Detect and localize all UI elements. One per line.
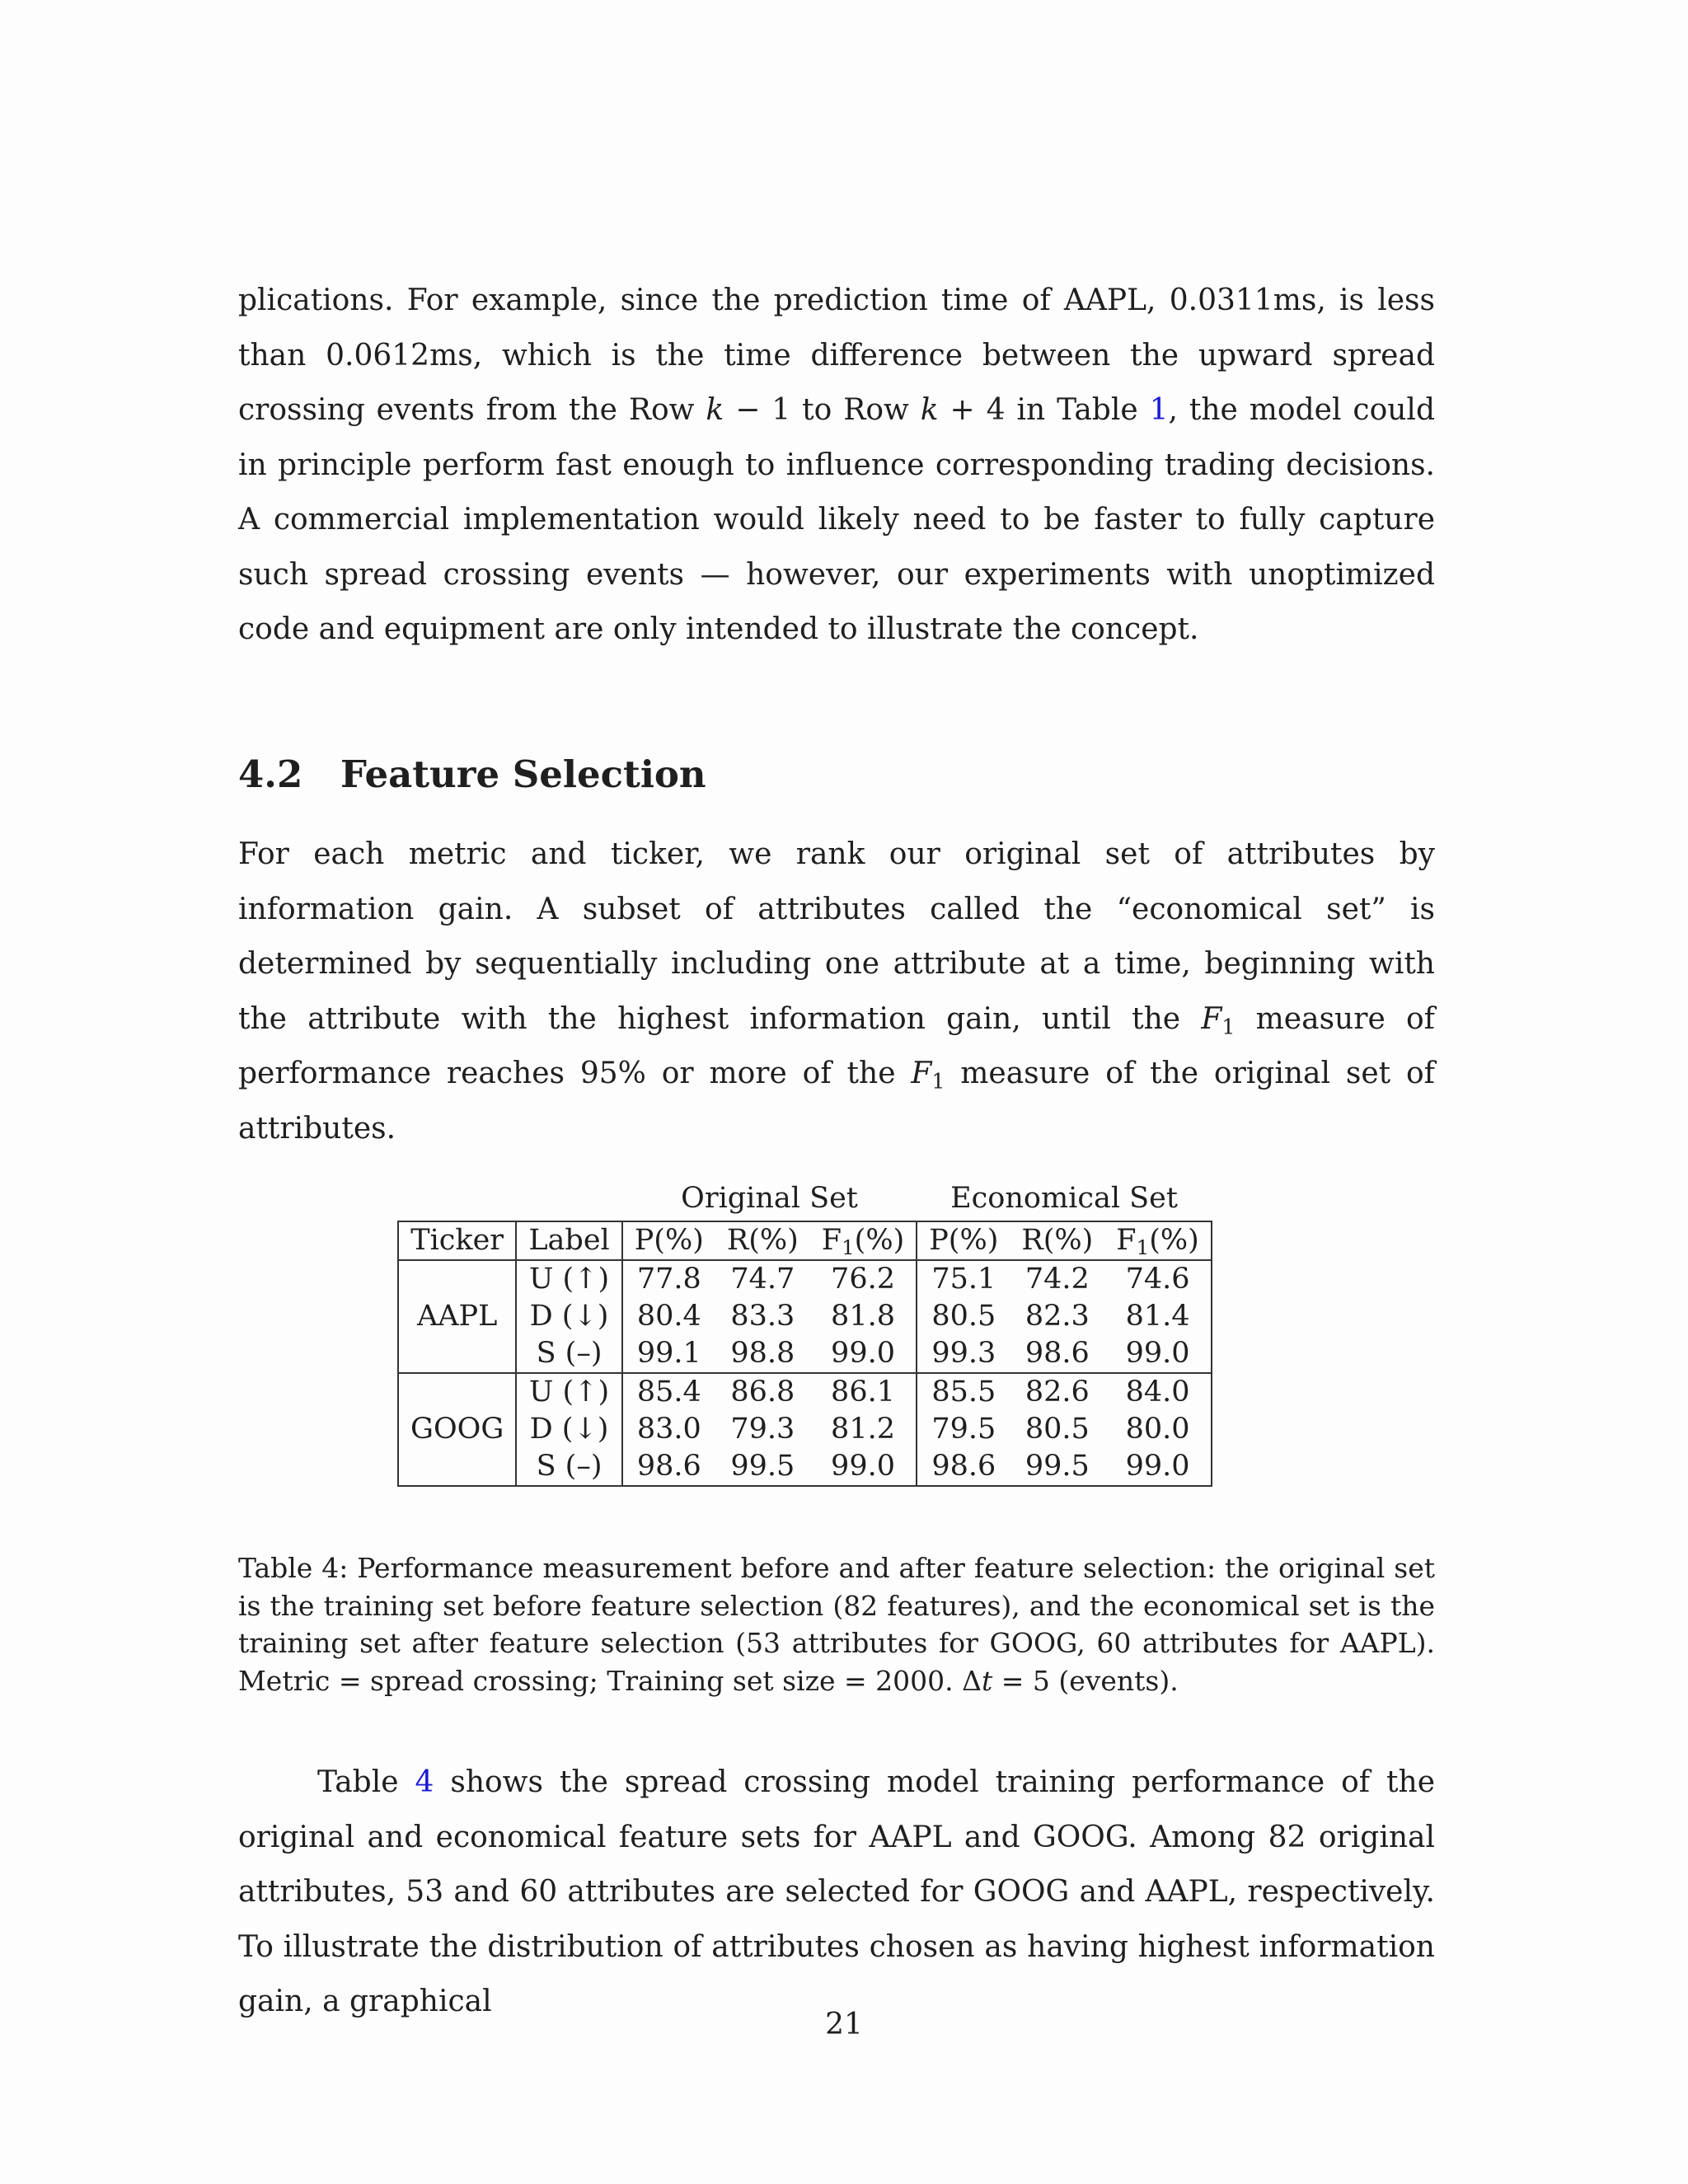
value-cell: 80.5 xyxy=(1025,1413,1090,1446)
value-cell: 99.0 xyxy=(1104,1335,1211,1373)
table-row xyxy=(398,1260,1212,1298)
col-econ-f1: $F_1(\%)$ xyxy=(1104,1221,1211,1260)
value-cell: 99.1 xyxy=(636,1337,701,1370)
col-ticker: Ticker xyxy=(398,1221,516,1260)
col-orig-r: R(%) xyxy=(715,1221,810,1260)
value-cell: 99.3 xyxy=(931,1337,996,1370)
page-number: 21 xyxy=(825,2008,863,2041)
table-4-link[interactable]: 4 xyxy=(415,1765,434,1799)
label-cell: U (↑) xyxy=(516,1260,621,1298)
table-row xyxy=(398,1411,1212,1448)
value-cell: 82.6 xyxy=(1010,1373,1104,1411)
value-cell: 76.2 xyxy=(810,1260,917,1298)
ticker-cell: AAPL xyxy=(398,1260,516,1373)
table-1-link[interactable]: 1 xyxy=(1149,393,1169,427)
caption-label: Table 4: xyxy=(238,1552,349,1584)
value-cell: 85.4 xyxy=(622,1373,715,1411)
table-group-header xyxy=(398,1180,1212,1221)
group-original-set: Original Set xyxy=(681,1182,858,1215)
paragraph-table-discussion: Table 4 shows the spread crossing model training performance of the original and economical feature sets for AAPL and GOOG. Among 82 original attributes, 53 and 60 attributes are selected for GOOG and AAPL, respectively. To illustrate the distribution of attributes chosen as having highest information gain, a graphical xyxy=(238,1765,1435,2018)
col-label: Label xyxy=(516,1221,621,1260)
value-cell: 98.6 xyxy=(622,1448,715,1486)
col-econ-r: R(%) xyxy=(1010,1221,1104,1260)
value-cell: 81.8 xyxy=(810,1298,917,1335)
paragraph-feature-selection: For each metric and ticker, we rank our original set of attributes by information gain. A subset of attributes called the “economical set” is determined by sequentially including one attribute at a time, beginning with the attribute with the highest information gain, until the $F_1$ measure of performance reaches 95% or more of the $F_1$ measure of the original set of attributes. xyxy=(238,837,1436,1146)
col-orig-p: P(%) xyxy=(622,1221,715,1260)
section-title: Feature Selection xyxy=(340,752,706,796)
value-cell: 98.8 xyxy=(730,1337,795,1370)
value-cell: 82.3 xyxy=(1025,1300,1090,1333)
value-cell: 86.8 xyxy=(715,1373,810,1411)
section-heading xyxy=(238,748,706,801)
value-cell: 85.5 xyxy=(917,1373,1010,1411)
label-cell: D (↓) xyxy=(516,1298,621,1335)
value-cell: 80.4 xyxy=(636,1300,701,1333)
label-cell: U (↑) xyxy=(516,1373,621,1411)
value-cell: 74.7 xyxy=(730,1263,795,1296)
value-cell: 74.6 xyxy=(1104,1260,1211,1298)
ticker-cell: GOOG xyxy=(398,1373,516,1486)
value-cell: 99.5 xyxy=(1010,1448,1104,1486)
label-cell: D (↓) xyxy=(516,1411,621,1448)
value-cell: 74.2 xyxy=(1025,1263,1090,1296)
value-cell: 81.2 xyxy=(810,1411,917,1448)
value-cell: 99.0 xyxy=(810,1335,917,1373)
table-column-header xyxy=(398,1221,1212,1260)
label-cell: S (–) xyxy=(516,1335,621,1373)
table-row xyxy=(398,1298,1212,1335)
value-cell: 79.5 xyxy=(931,1413,996,1446)
value-cell: 99.0 xyxy=(810,1448,917,1486)
value-cell: 98.6 xyxy=(917,1448,1010,1486)
group-economical-set: Economical Set xyxy=(950,1182,1178,1215)
table-row xyxy=(398,1373,1212,1411)
value-cell: 77.8 xyxy=(636,1263,701,1296)
section-number: 4.2 xyxy=(238,752,303,796)
value-cell: 83.0 xyxy=(636,1413,701,1446)
table-row xyxy=(398,1448,1212,1486)
label-cell: S (–) xyxy=(516,1448,621,1486)
col-econ-p: P(%) xyxy=(917,1221,1010,1260)
table-caption: Table 4: Performance measurement before and after feature selection: the original set is the training set before feature selection (82 features), and the economical set is the training set after feature selection (53 attributes for GOOG, 60 attributes for AAPL). Metric = spread crossing; Training set size = 2000. Δt = 5 (events). xyxy=(238,1552,1436,1697)
table-row xyxy=(398,1335,1212,1373)
value-cell: 99.5 xyxy=(715,1448,810,1486)
value-cell: 84.0 xyxy=(1104,1373,1211,1411)
value-cell: 98.6 xyxy=(1025,1337,1090,1370)
value-cell: 99.0 xyxy=(1104,1448,1211,1486)
results-table xyxy=(397,1180,1212,1487)
col-orig-f1: $F_1(\%)$ xyxy=(810,1221,917,1260)
value-cell: 83.3 xyxy=(730,1300,795,1333)
value-cell: 81.4 xyxy=(1104,1298,1211,1335)
value-cell: 86.1 xyxy=(810,1373,917,1411)
value-cell: 80.0 xyxy=(1104,1411,1211,1448)
value-cell: 80.5 xyxy=(931,1300,996,1333)
paragraph-prediction-time: plications. For example, since the prediction time of AAPL, 0.0311ms, is less than 0.0612ms, which is the time difference between the upward spread crossing events from the Row k − 1 to Row k + 4 in Table 1, the model could in principle perform fast enough to influence corresponding trading decisions. A commercial implementation would likely need to be faster to fully capture such spread crossing events — however, our experiments with unoptimized code and equipment are only intended to illustrate the concept. xyxy=(238,284,1435,646)
value-cell: 79.3 xyxy=(730,1413,795,1446)
value-cell: 75.1 xyxy=(931,1263,996,1296)
